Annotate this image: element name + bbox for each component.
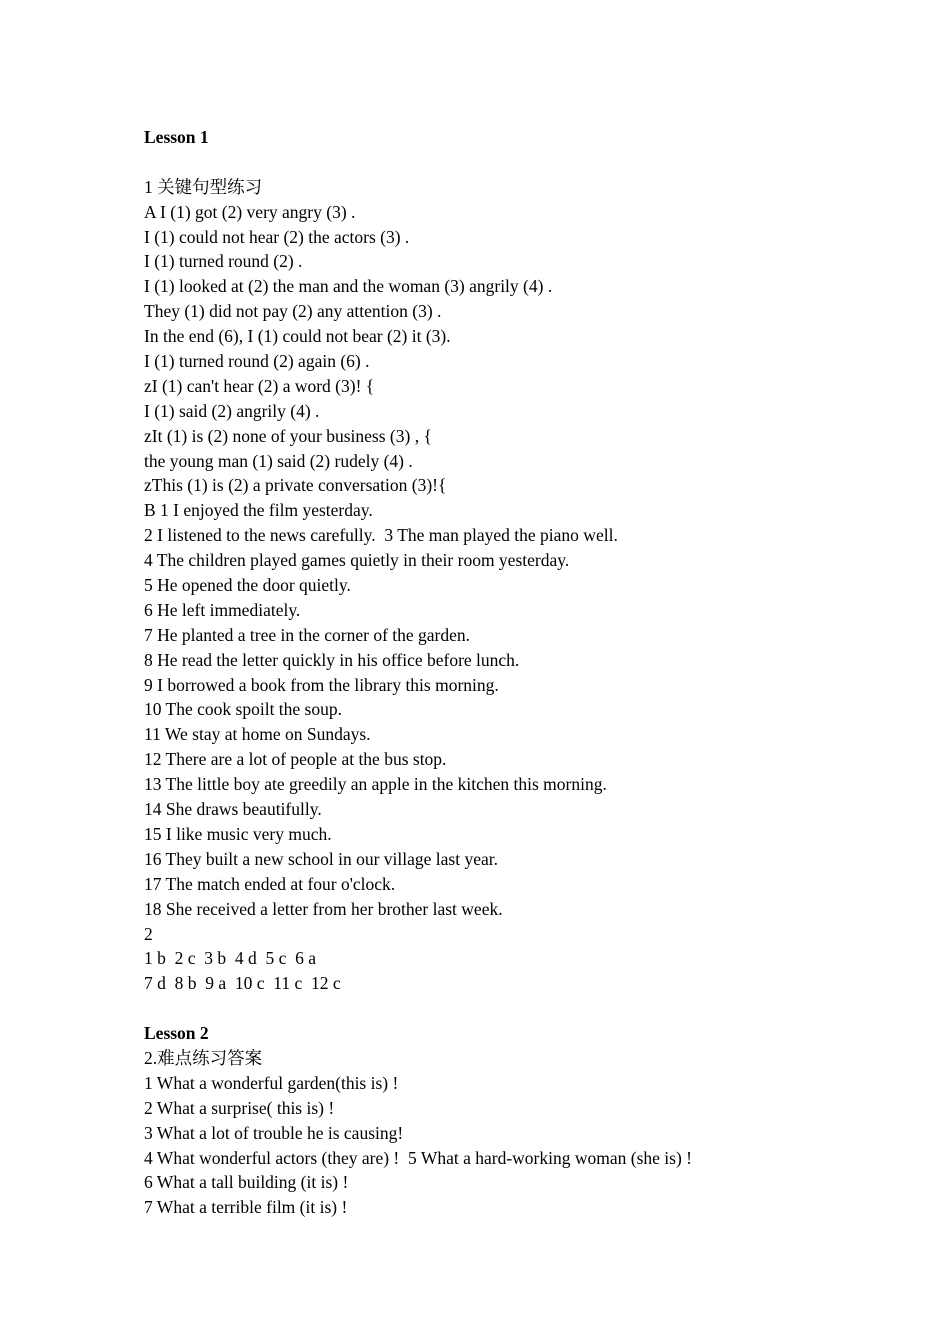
- part-b-line: 9 I borrowed a book from the library this morning.: [144, 674, 499, 695]
- part-a-line: In the end (6), I (1) could not bear (2) it (3).: [144, 326, 451, 347]
- spacer: [144, 996, 904, 1021]
- lesson-1-section-2-title: 2: [144, 923, 153, 944]
- part-a-line: I (1) turned round (2) again (6) .: [144, 351, 370, 372]
- lesson-1-section-1-title: 1 关键句型练习: [144, 176, 263, 197]
- part-b-line: 12 There are a lot of people at the bus stop.: [144, 749, 447, 770]
- part-b-line: 5 He opened the door quietly.: [144, 575, 351, 596]
- part-b-line: 13 The little boy ate greedily an apple in the kitchen this morning.: [144, 774, 607, 795]
- answer-line: 6 What a tall building (it is) !: [144, 1172, 349, 1193]
- part-a-line: I (1) looked at (2) the man and the woman (3) angrily (4) .: [144, 276, 553, 297]
- answer-line: 7 d 8 b 9 a 10 c 11 c 12 c: [144, 973, 341, 994]
- answer-line: 7 What a terrible film (it is) !: [144, 1197, 348, 1218]
- part-a-line: They (1) did not pay (2) any attention (3) .: [144, 301, 442, 322]
- lesson-1-heading: Lesson 1: [144, 127, 209, 147]
- part-b-line: 2 I listened to the news carefully. 3 The man played the piano well.: [144, 525, 618, 546]
- part-b-line: 15 I like music very much.: [144, 823, 332, 844]
- part-a-line: I (1) turned round (2) .: [144, 251, 303, 272]
- answer-line: 1 What a wonderful garden(this is) !: [144, 1072, 399, 1093]
- part-a-line: zIt (1) is (2) none of your business (3) , {: [144, 425, 432, 446]
- part-b-line: 14 She draws beautifully.: [144, 799, 322, 820]
- lesson-2-answers: [144, 1071, 904, 1220]
- lesson-1-part-b: [144, 498, 904, 921]
- part-b-line: 10 The cook spoilt the soup.: [144, 699, 342, 720]
- part-b-line: 6 He left immediately.: [144, 599, 301, 620]
- part-b-line: 7 He planted a tree in the corner of the garden.: [144, 624, 471, 645]
- lesson-1-part-a: [144, 200, 904, 499]
- answer-line: 1 b 2 c 3 b 4 d 5 c 6 a: [144, 948, 317, 969]
- answer-line: 4 What wonderful actors (they are) ! 5 What a hard-working woman (she is) !: [144, 1147, 692, 1168]
- lesson-1-section-2-answers: [144, 946, 904, 996]
- part-a-line: I (1) said (2) angrily (4) .: [144, 400, 320, 421]
- part-b-line: 17 The match ended at four o'clock.: [144, 873, 396, 894]
- spacer: [144, 150, 904, 175]
- part-a-line: A I (1) got (2) very angry (3) .: [144, 201, 356, 222]
- part-b-line: 11 We stay at home on Sundays.: [144, 724, 371, 745]
- lesson-2-heading: Lesson 2: [144, 1023, 209, 1044]
- document-page: [144, 125, 904, 1220]
- part-b-line: 8 He read the letter quickly in his office before lunch.: [144, 649, 520, 670]
- part-b-line: 18 She received a letter from her brother last week.: [144, 898, 503, 919]
- part-a-line: I (1) could not hear (2) the actors (3) .: [144, 226, 410, 247]
- part-b-line: 4 The children played games quietly in their room yesterday.: [144, 550, 570, 571]
- part-a-line: the young man (1) said (2) rudely (4) .: [144, 450, 413, 471]
- answer-line: 2 What a surprise( this is) !: [144, 1097, 335, 1118]
- part-b-line: B 1 I enjoyed the film yesterday.: [144, 500, 373, 521]
- part-b-line: 16 They built a new school in our village last year.: [144, 848, 498, 869]
- answer-line: 3 What a lot of trouble he is causing!: [144, 1122, 404, 1143]
- part-a-line: zI (1) can't hear (2) a word (3)! {: [144, 375, 375, 396]
- lesson-2-section-title: 2.难点练习答案: [144, 1047, 263, 1068]
- part-a-line: zThis (1) is (2) a private conversation (3)!{: [144, 475, 447, 496]
